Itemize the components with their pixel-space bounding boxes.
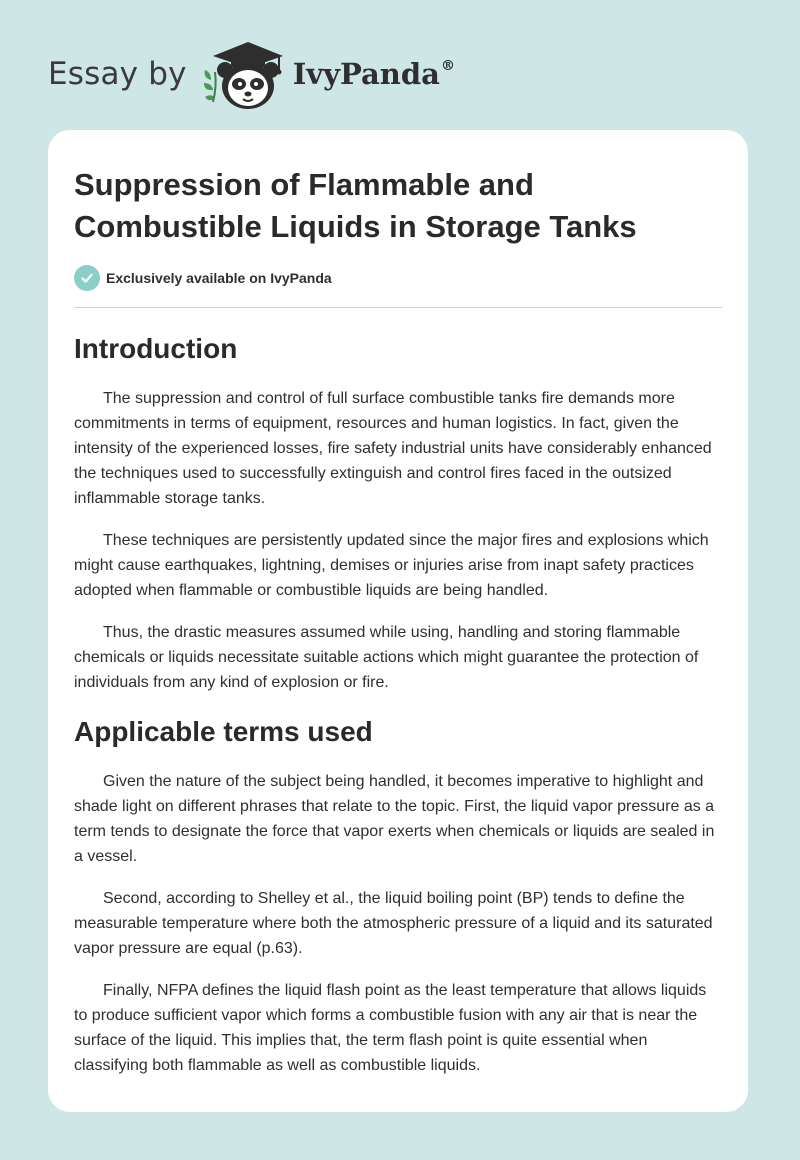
paragraph: The suppression and control of full surface combustible tanks fire demands more commitments in terms of equipment, resources and human logistics. In fact, given the intensity of the experienced losses, fire safety industrial units have considerably enhanced the techniques used to successfully extinguish and control fires faced in the outsized inflammable storage tanks. (74, 390, 712, 507)
page-title: Suppression of Flammable and Combustible Liquids in Storage Tanks (74, 167, 637, 244)
paragraph: Second, according to Shelley et al., the liquid boiling point (BP) tends to define the measurable temperature where both the atmospheric pressure of a liquid and its saturated vapor pressure are equal (p.63). (74, 890, 713, 957)
section-applicable-terms (74, 713, 722, 1078)
registered-mark: ® (440, 58, 455, 74)
section-introduction (74, 330, 722, 695)
panda-graduate-icon[interactable] (201, 36, 287, 112)
site-header (48, 34, 455, 114)
brand-name[interactable]: IvyPanda® (292, 57, 455, 91)
section-heading: Applicable terms used (74, 716, 373, 747)
check-circle-icon (74, 265, 100, 291)
paragraph: Finally, NFPA defines the liquid flash point as the least temperature that allows liquids to produce sufficient vapor which forms a combustible fusion with any air that is near the surface of the liquid. This implies that, the term flash point is quite essential when classifying both flammable as well as combustible liquids. (74, 982, 707, 1074)
exclusive-badge-text: Exclusively available on IvyPanda (106, 270, 332, 286)
paragraph: Given the nature of the subject being handled, it becomes imperative to highlight and shade light on different phrases that relate to the topic. First, the liquid vapor pressure as a term tends to designate the force that vapor exerts when chemicals or liquids are sealed in a vessel. (74, 773, 715, 865)
section-heading: Introduction (74, 333, 238, 364)
essay-by-label: Essay by (48, 56, 187, 92)
paragraph: These techniques are persistently updated since the major fires and explosions which might cause earthquakes, lightning, demises or injuries arise from inapt safety practices adopted when flammable or combustible liquids are being handled. (74, 532, 709, 599)
paragraph: Thus, the drastic measures assumed while using, handling and storing flammable chemicals or liquids necessitate suitable actions which might guarantee the protection of individuals from any kind of explosion or fire. (74, 624, 699, 691)
divider (74, 307, 722, 308)
exclusive-badge (74, 264, 722, 292)
essay-card (48, 130, 748, 1112)
